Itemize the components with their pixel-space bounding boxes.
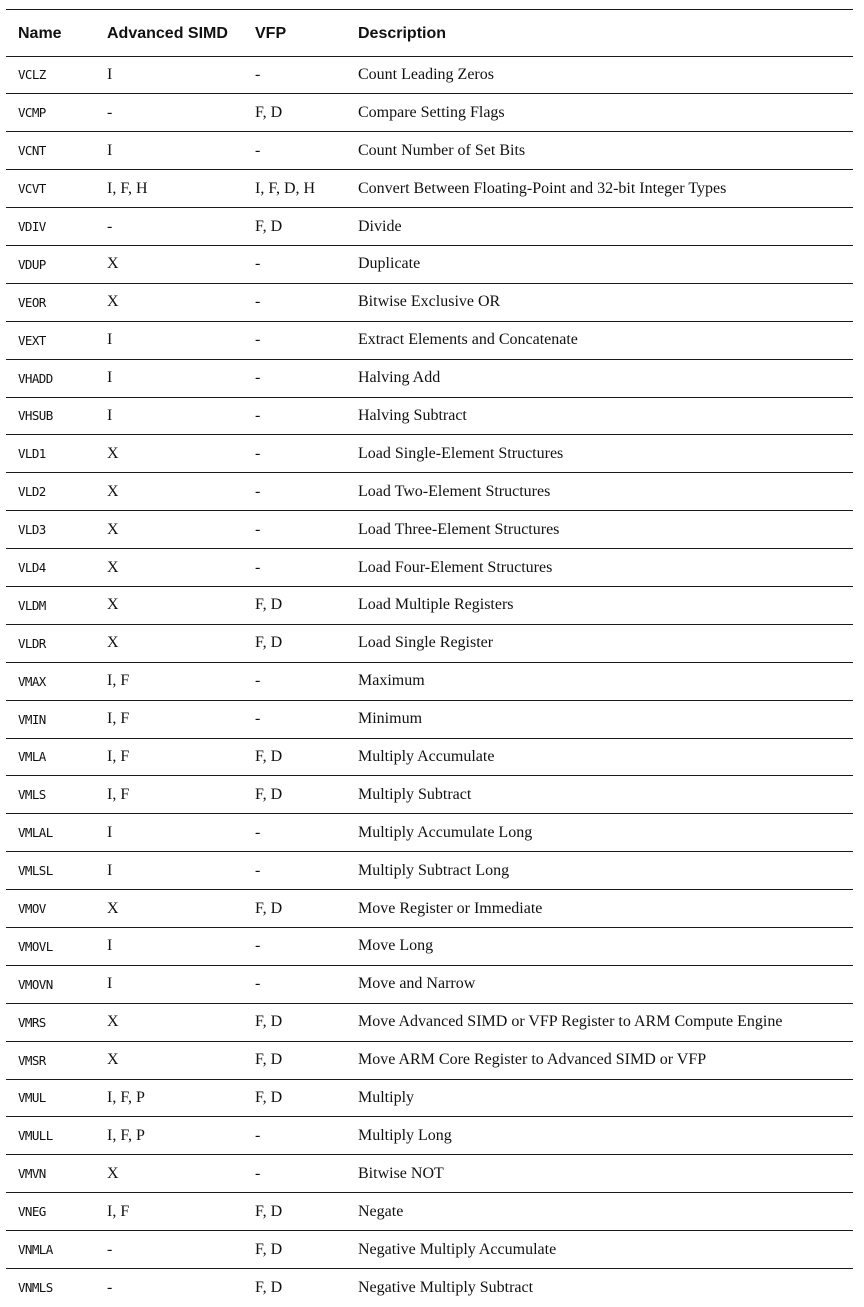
cell-name: VDUP	[18, 256, 46, 272]
cell-advanced-simd: I, F	[107, 672, 130, 690]
table-row	[6, 587, 853, 625]
cell-name: VLDM	[18, 597, 46, 613]
table-row	[6, 549, 853, 587]
table-row	[6, 398, 853, 436]
cell-advanced-simd: I, F, H	[107, 179, 148, 197]
cell-advanced-simd: I, F	[107, 1202, 130, 1220]
table-row	[6, 1080, 853, 1118]
table-row	[6, 701, 853, 739]
table-row	[6, 1117, 853, 1155]
cell-vfp: F, D	[255, 217, 283, 235]
table-row	[6, 625, 853, 663]
cell-name: VMLA	[18, 749, 46, 765]
cell-advanced-simd: X	[107, 899, 119, 917]
cell-advanced-simd: X	[107, 255, 119, 273]
cell-name: VMOV	[18, 901, 46, 917]
cell-advanced-simd: I	[107, 937, 113, 955]
cell-vfp: F, D	[255, 785, 283, 803]
cell-advanced-simd: I	[107, 141, 113, 159]
cell-vfp: F, D	[255, 596, 283, 614]
cell-name: VLD3	[18, 522, 46, 538]
table-row	[6, 776, 853, 814]
cell-description: Multiply Accumulate	[358, 747, 495, 765]
cell-description: Move Long	[358, 937, 434, 955]
cell-advanced-simd: X	[107, 520, 119, 538]
cell-description: Extract Elements and Concatenate	[358, 331, 578, 349]
cell-vfp: -	[255, 65, 261, 83]
cell-description: Multiply	[358, 1088, 415, 1106]
cell-name: VMOVN	[18, 976, 53, 992]
cell-advanced-simd: X	[107, 1051, 119, 1069]
cell-name: VMIN	[18, 711, 46, 727]
cell-vfp: -	[255, 823, 261, 841]
cell-name: VMSR	[18, 1052, 46, 1068]
table-row	[6, 94, 853, 132]
table-row	[6, 814, 853, 852]
cell-advanced-simd: -	[107, 1240, 113, 1258]
cell-vfp: -	[255, 1164, 261, 1182]
cell-name: VMOVL	[18, 938, 53, 954]
cell-advanced-simd: I, F	[107, 710, 130, 728]
cell-name: VMLAL	[18, 825, 53, 841]
cell-advanced-simd: -	[107, 103, 113, 121]
table-row	[6, 284, 853, 322]
table-row	[6, 1231, 853, 1269]
cell-name: VLD4	[18, 560, 46, 576]
cell-description: Load Two-Element Structures	[358, 482, 551, 500]
table-row	[6, 1042, 853, 1080]
cell-advanced-simd: I	[107, 406, 113, 424]
cell-description: Load Single Register	[358, 634, 494, 652]
table-row	[6, 132, 853, 170]
cell-name: VDIV	[18, 219, 46, 234]
cell-name: VMAX	[18, 673, 46, 689]
cell-description: Load Multiple Registers	[358, 596, 514, 614]
cell-vfp: -	[255, 520, 261, 538]
cell-vfp: -	[255, 406, 261, 424]
table-row	[6, 322, 853, 360]
cell-description: Multiply Accumulate Long	[358, 823, 533, 841]
cell-advanced-simd: -	[107, 1278, 113, 1296]
cell-description: Load Four-Element Structures	[358, 558, 553, 576]
table-row	[6, 170, 853, 208]
table-row	[6, 852, 853, 890]
table-row	[6, 890, 853, 928]
table-row	[6, 435, 853, 473]
cell-advanced-simd: I	[107, 823, 113, 841]
cell-vfp: -	[255, 255, 261, 273]
cell-description: Compare Setting Flags	[358, 103, 505, 121]
cell-description: Load Single-Element Structures	[358, 444, 564, 462]
cell-advanced-simd: X	[107, 444, 119, 462]
cell-name: VLD2	[18, 484, 46, 500]
cell-vfp: -	[255, 1126, 261, 1144]
table-row	[6, 966, 853, 1004]
cell-description: Multiply Subtract Long	[358, 861, 510, 879]
cell-description: Multiply Long	[358, 1126, 452, 1144]
cell-name: VCNT	[18, 143, 46, 159]
cell-advanced-simd: I	[107, 369, 113, 387]
cell-vfp: F, D	[255, 1013, 283, 1031]
cell-vfp: F, D	[255, 1202, 283, 1220]
table-row	[6, 246, 853, 284]
cell-name: VCLZ	[18, 67, 46, 83]
cell-description: Bitwise NOT	[358, 1164, 444, 1182]
header-description: Description	[358, 24, 447, 42]
cell-advanced-simd: X	[107, 558, 119, 576]
cell-advanced-simd: I, F	[107, 747, 130, 765]
cell-vfp: -	[255, 558, 261, 576]
table-row	[6, 511, 853, 549]
cell-vfp: -	[255, 331, 261, 349]
cell-advanced-simd: I	[107, 65, 113, 83]
cell-vfp: -	[255, 975, 261, 993]
cell-vfp: -	[255, 293, 261, 311]
cell-vfp: F, D	[255, 634, 283, 652]
cell-description: Move Advanced SIMD or VFP Register to ARM Compute Engine	[358, 1013, 783, 1031]
cell-advanced-simd: X	[107, 634, 119, 652]
cell-name: VNEG	[18, 1204, 46, 1220]
cell-advanced-simd: I	[107, 861, 113, 879]
table-header-row	[6, 10, 853, 57]
cell-vfp: -	[255, 141, 261, 159]
cell-name: VMRS	[18, 1014, 46, 1030]
cell-description: Bitwise Exclusive OR	[358, 293, 501, 311]
cell-description: Count Number of Set Bits	[358, 141, 526, 159]
cell-description: Negative Multiply Accumulate	[358, 1240, 557, 1258]
cell-advanced-simd: I	[107, 975, 113, 993]
cell-vfp: F, D	[255, 103, 283, 121]
table-row	[6, 1155, 853, 1193]
cell-description: Count Leading Zeros	[358, 65, 494, 83]
cell-name: VNMLA	[18, 1242, 53, 1258]
table-row	[6, 208, 853, 246]
cell-name: VMUL	[18, 1090, 46, 1106]
cell-description: Load Three-Element Structures	[358, 520, 560, 538]
cell-advanced-simd: I, F	[107, 785, 130, 803]
table-row	[6, 928, 853, 966]
header-advanced-simd: Advanced SIMD	[107, 24, 228, 42]
cell-advanced-simd: I, F, P	[107, 1126, 145, 1144]
header-vfp: VFP	[255, 24, 287, 42]
cell-vfp: -	[255, 444, 261, 462]
cell-description: Move Register or Immediate	[358, 899, 543, 917]
table-row	[6, 1193, 853, 1231]
cell-description: Convert Between Floating-Point and 32-bit Integer Types	[358, 179, 727, 197]
cell-vfp: -	[255, 672, 261, 690]
cell-description: Duplicate	[358, 255, 421, 273]
cell-description: Halving Add	[358, 369, 441, 387]
cell-name: VMVN	[18, 1166, 46, 1182]
cell-vfp: F, D	[255, 899, 283, 917]
cell-name: VMLSL	[18, 863, 53, 879]
table-row	[6, 57, 853, 95]
cell-advanced-simd: I, F, P	[107, 1088, 145, 1106]
cell-vfp: F, D	[255, 747, 283, 765]
cell-name: VCMP	[18, 105, 46, 121]
cell-description: Maximum	[358, 672, 425, 690]
cell-advanced-simd: X	[107, 293, 119, 311]
cell-vfp: -	[255, 710, 261, 728]
cell-advanced-simd: X	[107, 596, 119, 614]
table-row	[6, 663, 853, 701]
table-row	[6, 1004, 853, 1042]
cell-vfp: I, F, D, H	[255, 179, 316, 197]
cell-vfp: F, D	[255, 1088, 283, 1106]
cell-vfp: -	[255, 861, 261, 879]
cell-name: VLDR	[18, 635, 46, 651]
cell-name: VHSUB	[18, 408, 53, 424]
cell-vfp: F, D	[255, 1051, 283, 1069]
cell-name: VMULL	[18, 1128, 53, 1144]
cell-description: Minimum	[358, 710, 423, 728]
cell-description: Negate	[358, 1202, 404, 1220]
cell-advanced-simd: X	[107, 1013, 119, 1031]
cell-advanced-simd: X	[107, 1164, 119, 1182]
cell-description: Move and Narrow	[358, 975, 476, 993]
cell-vfp: -	[255, 482, 261, 500]
table-row	[6, 1269, 853, 1307]
cell-vfp: F, D	[255, 1278, 283, 1296]
table-row	[6, 473, 853, 511]
cell-name: VEXT	[18, 332, 46, 348]
cell-name: VEOR	[18, 294, 46, 310]
cell-advanced-simd: I	[107, 331, 113, 349]
header-name: Name	[18, 24, 62, 42]
cell-vfp: -	[255, 937, 261, 955]
cell-description: Divide	[358, 217, 402, 235]
cell-description: Halving Subtract	[358, 406, 467, 424]
cell-vfp: F, D	[255, 1240, 283, 1258]
cell-name: VNMLS	[18, 1280, 53, 1296]
cell-advanced-simd: X	[107, 482, 119, 500]
table-row	[6, 739, 853, 777]
cell-advanced-simd: -	[107, 217, 113, 235]
cell-description: Negative Multiply Subtract	[358, 1278, 534, 1296]
instruction-table	[6, 9, 853, 1307]
cell-name: VCVT	[18, 181, 46, 197]
cell-name: VHADD	[18, 370, 53, 386]
cell-description: Multiply Subtract	[358, 785, 472, 803]
table-row	[6, 360, 853, 398]
table-body	[6, 57, 853, 1307]
cell-description: Move ARM Core Register to Advanced SIMD or VFP	[358, 1051, 707, 1069]
cell-name: VLD1	[18, 446, 46, 462]
cell-vfp: -	[255, 369, 261, 387]
cell-name: VMLS	[18, 787, 46, 803]
